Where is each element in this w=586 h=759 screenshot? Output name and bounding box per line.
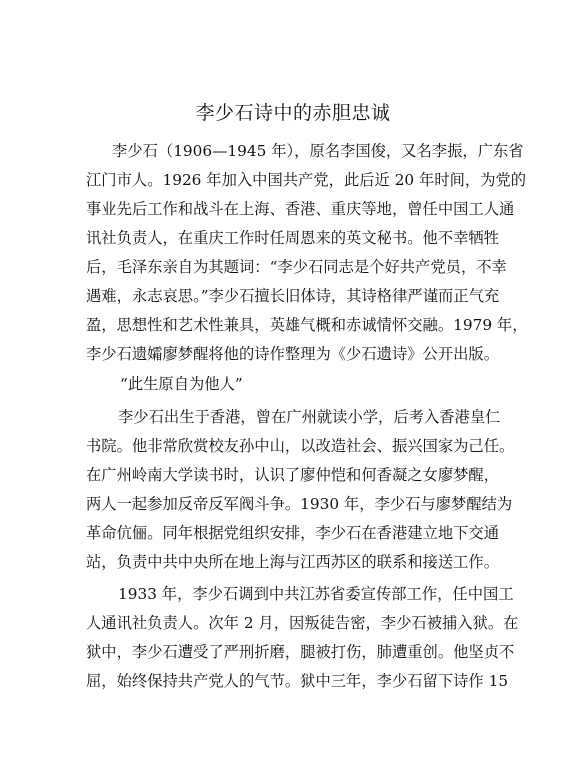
intro-line-7: 盈，思想性和艺术性兼具，英雄气概和赤诚情怀交融。1979 年， [86, 316, 528, 334]
para2-line-1: 李少石出生于香港，曾在广州就读小学，后考入香港皇仁 [118, 408, 501, 426]
para2-line-3: 在广州岭南大学读书时，认识了廖仲恺和何香凝之女廖梦醒， [86, 466, 500, 484]
intro-line-6: 遇难，永志哀思。”李少石擅长旧体诗，其诗格律严谨而正气充 [86, 287, 500, 305]
para2-line-6: 站，负责中共中央所在地上海与江西苏区的联系和接送工作。 [86, 553, 500, 571]
intro-line-2: 江门市人。1926 年加入中国共产党，此后近 20 年时间，为党的 [86, 171, 527, 189]
para2-line-5: 革命伉俪。同年根据党组织安排，李少石在香港建立地下交通 [86, 524, 500, 542]
intro-line-4: 讯社负责人，在重庆工作时任周恩来的英文秘书。他不幸牺牲 [86, 229, 500, 247]
para3-line-1: 1933 年，李少石调到中共江苏省委宣传部工作，任中国工 [118, 585, 514, 603]
para3-line-4: 屈，始终保持共产党人的气节。狱中三年，李少石留下诗作 15 [86, 672, 509, 690]
section-heading: “此生原自为他人” [120, 375, 243, 393]
para2-line-4: 两人一起参加反帝反军阀斗争。1930 年，李少石与廖梦醒结为 [86, 495, 513, 513]
para3-line-2: 人通讯社负责人。次年 2 月，因叛徒告密，李少石被捕入狱。在 [86, 614, 519, 632]
article-title: 李少石诗中的赤胆忠诚 [195, 102, 391, 124]
intro-line-5: 后，毛泽东亲自为其题词：“李少石同志是个好共产党员，不幸 [86, 258, 507, 276]
para2-line-2: 书院。他非常欣赏校友孙中山，以改造社会、振兴国家为己任。 [86, 437, 515, 455]
intro-line-1: 李少石（1906—1945 年），原名李国俊，又名李振，广东省 [112, 142, 524, 160]
intro-line-3: 事业先后工作和战斗在上海、香港、重庆等地，曾任中国工人通 [86, 200, 515, 218]
para3-line-3: 狱中，李少石遭受了严刑折磨，腿被打伤，肺遭重创。他坚贞不 [86, 643, 515, 661]
intro-line-8: 李少石遗孀廖梦醒将他的诗作整理为《少石遗诗》公开出版。 [86, 345, 500, 363]
